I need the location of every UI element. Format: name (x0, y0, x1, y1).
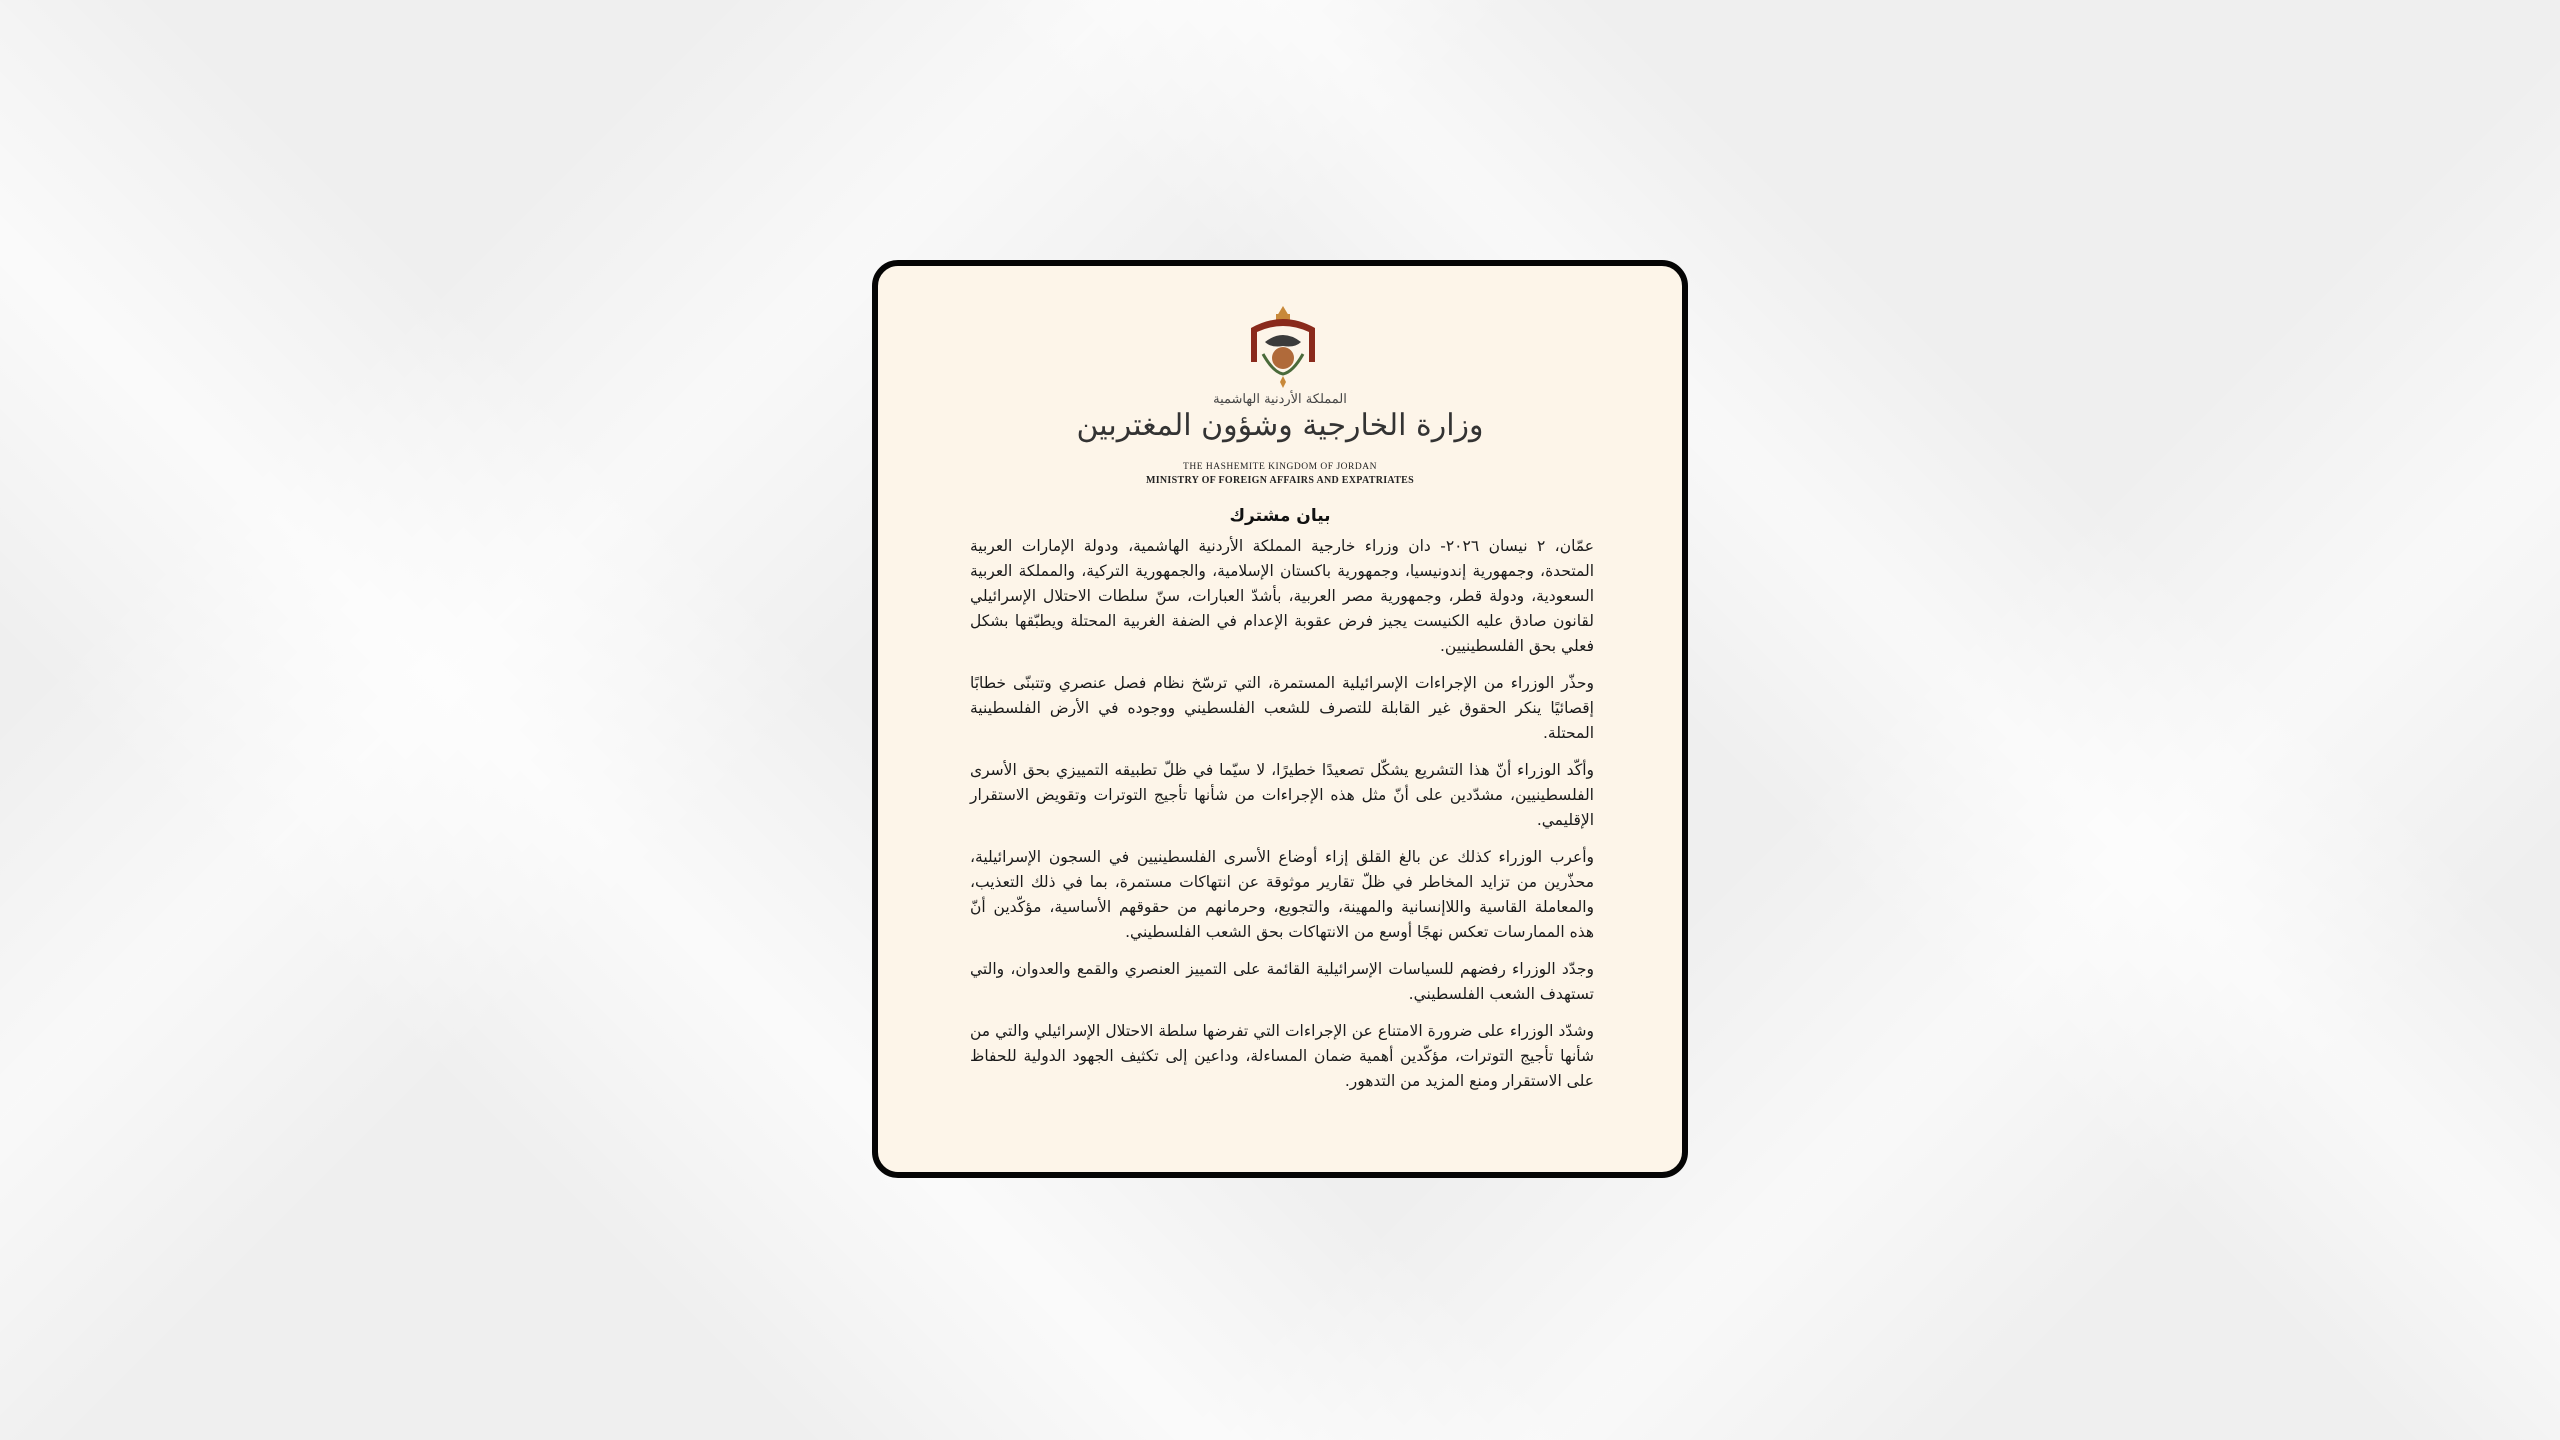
paragraph: وشدّد الوزراء على ضرورة الامتناع عن الإجراءات التي تفرضها سلطة الاحتلال الإسرائيلي والتي من شأنها تأجيج التوترات، مؤكّدين أهمية ضمان المساءلة، وداعين إلى تكثيف الجهود الدولية للحفاظ على الاستقرار ومنع المزيد من التدهور. (970, 1022, 1594, 1090)
paragraph: وأعرب الوزراء كذلك عن بالغ القلق إزاء أوضاع الأسرى الفلسطينيين في السجون الإسرائيلية، محذّرين من تزايد المخاطر في ظلّ تقارير موثوقة عن انتهاكات مستمرة، بما في ذلك التعذيب، والمعاملة القاسية واللاإنسانية والمهينة، والتجويع، وحرمانهم من حقوقهم الأساسية، مؤكّدين أنّ هذه الممارسات تعكس نهجًا أوسع من الانتهاكات بحق الشعب الفلسطيني. (970, 848, 1594, 941)
document-title: بيان مشترك (1229, 506, 1331, 526)
paragraph: وحذّر الوزراء من الإجراءات الإسرائيلية المستمرة، التي ترسّخ نظام فصل عنصري وتتبنّى خطابًا إقصائيًا ينكر الحقوق غير القابلة للتصرف للشعب الفلسطيني ووجوده في الأرض الفلسطينية المحتلة. (970, 674, 1594, 742)
joint-statement-document (872, 260, 1688, 1178)
paragraph: وجدّد الوزراء رفضهم للسياسات الإسرائيلية القائمة على التمييز العنصري والقمع والعدوان، والتي تستهدف الشعب الفلسطيني. (970, 960, 1594, 1003)
jordan-coat-of-arms-icon (1243, 302, 1323, 392)
letterhead-english-kingdom: THE HASHEMITE KINGDOM OF JORDAN (1183, 462, 1377, 472)
paragraph: عمّان، ٢ نيسان ٢٠٢٦- دان وزراء خارجية المملكة الأردنية الهاشمية، ودولة الإمارات العربية المتحدة، وجمهورية إندونيسيا، وجمهورية باكستان الإسلامية، والجمهورية التركية، والمملكة العربية السعودية، ودولة قطر، وجمهورية مصر العربية، بأشدّ العبارات، سنّ سلطات الاحتلال الإسرائيلي لقانون صادق عليه الكنيست يجيز فرض عقوبة الإعدام في الضفة الغربية المحتلة ويطبّقها بشكل فعلي بحق الفلسطينيين. (970, 537, 1595, 655)
paragraph: وأكّد الوزراء أنّ هذا التشريع يشكّل تصعيدًا خطيرًا، لا سيّما في ظلّ تطبيقه التمييزي بحق الأسرى الفلسطينيين، مشدّدين على أنّ مثل هذه الإجراءات من شأنها تأجيج التوترات وتقويض الاستقرار الإقليمي. (970, 761, 1594, 829)
letterhead-english-ministry: MINISTRY OF FOREIGN AFFAIRS AND EXPATRIATES (1145, 475, 1415, 486)
letterhead-arabic-kingdom: المملكة الأردنية الهاشمية (1213, 392, 1347, 407)
letterhead-arabic-ministry: وزارة الخارجية وشؤون المغتربين (1076, 408, 1484, 443)
document-body (970, 534, 1594, 1106)
